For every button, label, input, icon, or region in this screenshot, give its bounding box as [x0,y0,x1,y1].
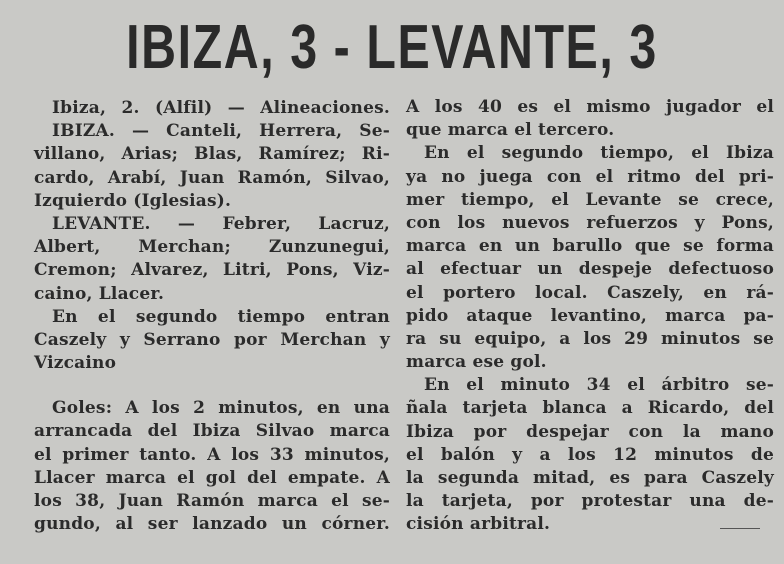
text-line: ya no juega con el ritmo del pri- [406,166,774,187]
text-line: marca ese gol. [406,352,547,373]
text-line: cisión arbitral. [406,514,551,535]
headline: IBIZA, 3 - LEVANTE, 3 [126,13,658,82]
text-line: ñala tarjeta blanca a Ricardo, del [406,398,774,419]
text-line: A los 40 es el mismo jugador el [406,97,774,117]
text-line: arrancada del Ibiza Silvao marca [34,421,390,442]
text-line: Caszely y Serrano por Merchan y [34,329,390,350]
text-line: pido ataque levantino, marca pa- [406,305,774,326]
text-line: Cremon; Alvarez, Litri, Pons, Viz- [34,260,390,281]
text-line: caino, Llacer. [34,283,165,304]
text-line: con los nuevos refuerzos y Pons, [406,212,774,233]
text-line: En el segundo tiempo entran [52,306,390,327]
text-line: Vizcaino [34,353,117,374]
text-line: los 38, Juan Ramón marca el se- [34,491,390,511]
text-line: marca en un barullo que se forma [406,236,774,257]
text-line: gundo, al ser lanzado un córner. [34,514,390,535]
text-line: Ibiza por despejar con la mano [406,421,774,442]
text-line: En el segundo tiempo, el Ibiza [424,143,774,164]
text-line: Ibiza, 2. (Alfil) — Alineaciones. [52,98,390,118]
text-line: la tarjeta, por protestar una de- [406,491,774,512]
text-line: el portero local. Caszely, en rá- [406,282,774,303]
text-line: ra su equipo, a los 29 minutos se [406,328,774,349]
text-line: la segunda mitad, es para Caszely [406,468,774,488]
text-line: LEVANTE. — Febrer, Lacruz, [52,213,390,234]
text-line: IBIZA. — Canteli, Herrera, Se- [52,121,390,142]
text-line: Izquierdo (Iglesias). [34,190,232,211]
text-line: Llacer marca el gol del empate. A [34,467,390,488]
right-column [406,96,774,537]
text-line: villano, Arias; Blas, Ramírez; Ri- [34,144,390,165]
text-line: En el minuto 34 el árbitro se- [424,375,774,396]
text-line: que marca el tercero. [406,120,615,141]
text-line: Albert, Merchan; Zunzunegui, [34,237,390,258]
text-line: Goles: A los 2 minutos, en una [52,398,390,419]
text-line: mer tiempo, el Levante se crece, [406,189,774,210]
text-line: el balón y a los 12 minutos de [406,444,774,465]
text-line: cardo, Arabí, Juan Ramón, Silvao, [34,167,390,188]
end-rule [720,528,760,529]
text-line: el primer tanto. A los 33 minutos, [34,444,390,465]
left-column [34,97,390,536]
text-line: al efectuar un despeje defectuoso [406,259,774,280]
